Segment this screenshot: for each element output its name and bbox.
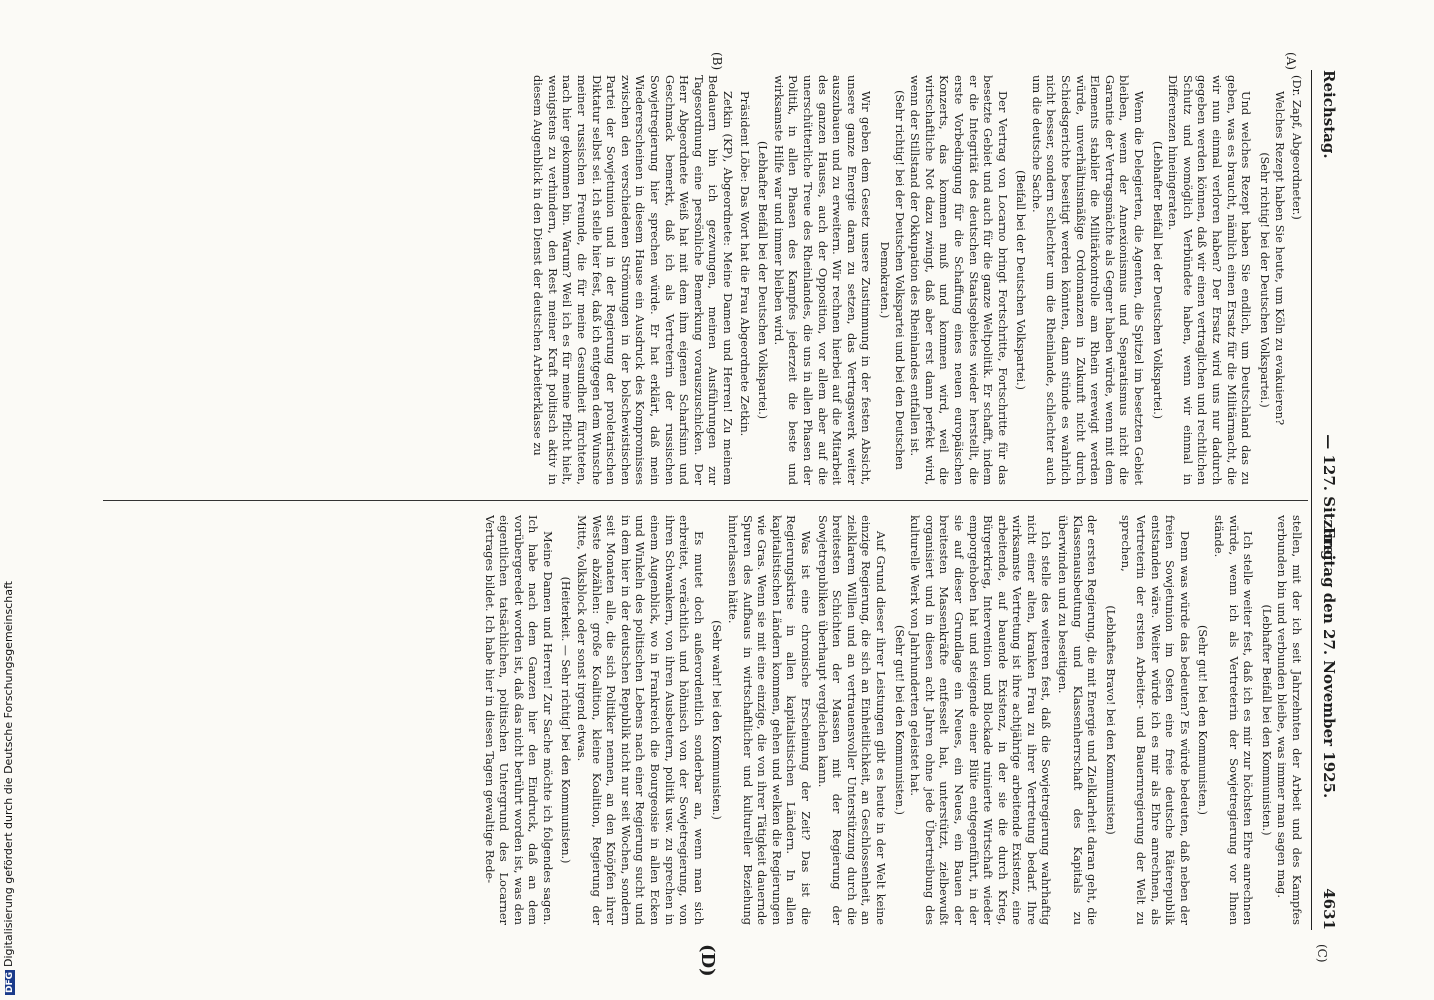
paragraph: Ich stelle des weiteren fest, daß die Sowjetregierung wahrhaftig nicht einer alten, kranken Frau zu ihrer Vertretung bedarf. Ihre wirksamste Vertretung ist ihre achtjährige arbeitende Existenz, eine arbeitende, auf bauende Existenz, in der sie die durch Krieg, Bürgerkrieg, Intervention und Blockade ruinierte Wirtschaft wieder emporgehoben hat und steigende einer Blüte entgegenführt, in der sie auf dieser Grundlage ein Neues, ein Neues, ein Bauen der breitesten Massenkräfte entfesselt hat, unterstützt, zielbewußt organisiert und in diesen acht Jahren ohne jede Übertreibung des kulturelle Werk von Jahrhunderten geleistet hat. bbox=[908, 515, 1054, 925]
digitization-credit-text: Digitalisierung gefördert durch die Deutsche Forschungsgemeinschaft bbox=[2, 581, 15, 967]
interjection: (Lebhaftes Bravo! bei den Kommunisten) bbox=[1103, 605, 1117, 835]
interjection: (Lebhafter Beifall bei der Deutschen Volkspartei.) bbox=[756, 141, 770, 419]
header-date: Freitag den 27. November 1925. bbox=[1320, 526, 1338, 799]
paragraph: Meine Damen und Herren! Zur Sache möchte ich folgendes sagen. Ich habe nach dem Ganzen hier den Eindruck, daß an dem vorübergeredet worden ist, daß das nicht berührt worden ist, was den eigentlichen tatsächlichen, politischen Untergrund des Locarner Vertrages bildet. Ich habe hier in diesen Tagen gewaltige Rede- bbox=[482, 515, 555, 925]
interjection: (Sehr wahr! bei den Kommunisten.) bbox=[710, 620, 724, 820]
digitization-credit bbox=[2, 0, 18, 995]
paragraph: Welches Rezept haben Sie heute, um Köln zu evakuieren? bbox=[1273, 91, 1288, 426]
margin-letter-d: (D) bbox=[697, 944, 718, 977]
paragraph: Denn was würde das bedeuten? Es würde bedeuten, daß neben der freien Sowjetunion im Osten eine freie deutsche Räterepublik entstanden wäre. Weiter würde ich es mir als Ehre anrechnen, als Vertreterin der ersten Arbeiter- und Bauernregierung der Welt zu sprechen, bbox=[1119, 515, 1192, 925]
speaker-line: (Dr. Zapf, Abgeordneter.) bbox=[1290, 75, 1304, 220]
page-header bbox=[1314, 70, 1338, 930]
paragraph: Es mutet doch außerordentlich sonderbar an, wenn man sich erbreitet, verächtlich und höhnisch von der Sowjetregierung, von ihren Schwankern, von ihren Ausbeutern, politik usw. zu sprechen in einem Augenblick, wo in Frankreich die Bourgeoisie in allen Ecken und Winkeln des politischen Lebens nach einer Regierung sucht und in dem hier in der deutschen Republik nicht nur seit Wochen, sondern seit Monaten alle, die sich Politiker nennen, an den Knöpfen ihrer Weste abzählen: große Koalition, kleine Koalition, Regierung der Mitte, Volksblock oder sonst irgend etwas. bbox=[575, 515, 706, 925]
header-center: — 127. Sitzung. bbox=[1320, 434, 1338, 566]
column-divider bbox=[103, 500, 1308, 501]
paragraph: Wir geben dem Gesetz unsere Zustimmung in der festen Absicht, unsere ganze Energie daran zu setzen, das Vertragswerk weiter auszubauen und zu erweitern. Wir rechnen hierbei auf die Mitarbeit des ganzen Hauses, auch der Opposition, vor allem aber auf die unerschütterliche Treue des Rheinlandes, die uns in allen Phasen der Politik, in allen Phasen des Kampfes jederzeit die beste und wirksamste Hilfe war und immer bleiben wird. bbox=[771, 75, 874, 485]
page-number: 4631 bbox=[1320, 888, 1338, 930]
interjection: (Sehr richtig! bei der Deutschen Volkspartei und bei den Deutschen Demokraten.) bbox=[877, 90, 906, 470]
paragraph: stellen, mit der ich seit Jahrzehnten der Arbeit und des Kampfes verbunden bin und verbunden bleibe, was immer man sagen mag. bbox=[1275, 515, 1304, 925]
left-column bbox=[104, 75, 1304, 485]
header-left: Reichstag. bbox=[1320, 70, 1338, 159]
margin-letter-b: (B) bbox=[710, 52, 724, 71]
header-rule bbox=[1311, 70, 1312, 930]
paragraph: der ersten Regierung, die mit Energie und Zielklarheit daran geht, die Klassenausbeutung und Klassenherrschaft des Kapitals zu überwinden und zu beseitigen. bbox=[1056, 515, 1100, 925]
interjection: (Heiterkeit. — Sehr richtig! bei den Kommunisten.) bbox=[559, 576, 573, 864]
interjection: (Lebhafter Beifall bei der Deutschen Volkspartei.) bbox=[1150, 141, 1164, 419]
interjection: (Beifall bei der Deutschen Volkspartei.) bbox=[1014, 170, 1028, 390]
interjection: (Sehr gut! bei den Kommunisten.) bbox=[892, 625, 906, 815]
paragraph: Auf Grund dieser ihrer Leistungen gibt es heute in der Welt keine einzige Regierung, die sich an Einheitlichkeit, an Geschlossenheit, an zielklarem Willen und an vertrauensvoller Unterstützung durch die breitesten Schichten der Massen mit der Regierung der Sowjetrepubliken überhaupt vergleichen kann. bbox=[815, 515, 888, 925]
header-right bbox=[1320, 527, 1338, 930]
interjection: (Sehr gut! bei den Kommunisten.) bbox=[1196, 625, 1210, 815]
president-line: Präsident Löbe: Das Wort hat die Frau Abgeordnete Zetkin. bbox=[737, 91, 752, 437]
paragraph: Der Vertrag von Locarno bringt Fortschritte, Fortschritte für das besetzte Gebiet und auch für die ganze Weltpolitik. Er schafft, indem er die Integrität des deutschen Staatsgebietes wieder herstellt, die erste Vorbedingung für die Schaffung eines neuen europäischen Konzerts, das kommen muß und kommen wird, weil die wirtschaftliche Not dazu zwingt, daß aber erst dann perfekt wird, wenn der Stillstand der Okkupation des Rheinlandes entfallen ist. bbox=[908, 75, 1010, 485]
paragraph: Und welches Rezept haben Sie endlich, um Deutschland das zu geben, was es braucht, nämlich einen Ersatz für die Militärmacht, die wir nun einmal verloren haben? Der Ersatz wird uns nur dadurch gegeben werden können, daß wir einen vertraglichen und rechtlichen Schutz und womöglich Verbündete haben, wenn wir einmal in Differenzen hineingeraten. bbox=[1166, 75, 1254, 485]
paragraph: Ich stelle weiter fest, daß ich es mir zur höchsten Ehre anrechnen würde, wenn ich als Vertreterin der Sowjetregierung vor Ihnen stände. bbox=[1212, 515, 1256, 925]
paragraph: Wenn die Delegierten, die Agenten, die Spitzel im besetzten Gebiet bleiben, wenn der Annexionismus und Separatismus nicht die Garantie der Vertragsmächte als Gegner haben würde, wenn mit dem Elements stabiler die Militärkontrolle am Rhein verewigt werden würde, unverhältnismäßige Ordonnanzen in Zukunft nicht durch Schiedsgerichte beseitigt werden könnten, dann stünde es wahrlich nicht besser, sondern schlechter um die Rheinlande, schlechter auch um die deutsche Sache. bbox=[1029, 75, 1147, 485]
dfg-logo: DFG bbox=[5, 971, 15, 993]
right-column bbox=[104, 515, 1304, 925]
paragraph: Was ist eine chronische Erscheinung der Zeit? Das ist die Regierungskrise in allen kapitalistischen Ländern. In allen kapitalistischen Ländern kommen, gehen und welken die Regierungen wie Gras. Wenn sie mit eine einzige, die von ihrer Tätigkeit dauernde Spuren des Aufbaus in wirtschaftlicher und kultureller Beziehung hinterlassen hätte. bbox=[726, 515, 813, 925]
paragraph: Zetkin (KP), Abgeordnete: Meine Damen und Herren! Zu meinem Bedauern bin ich gezwungen, meinen Ausführungen zur Tagesordnung eine persönliche Bemerkung vorauszuschicken. Der Herr Abgeordnete Weiß hat mit dem ihm eigenen Scharfsinn und Geschmack bemerkt, daß ich als Vertreterin der russischen Sowjetregierung hier sprechen würde. Er hat erklärt, daß mein Wiedererscheinen in diesem Hause ein Ausdruck des Kompromisses zwischen den verschiedenen Strömungen in der bolschewistischen Partei der Sowjetunion und in der Regierung der proletarischen Diktatur selbst sei. Ich stelle hier fest, daß ich entgegen dem Wunsche meiner russischen Freunde, die für meine Gesundheit fürchteten, nach hier gekommen bin. Warum? Weil ich es für meine Pflicht hielt, wenigstens zu verhindern, den Rest meiner Kraft politisch aktiv in diesem Augenblick in den Dienst der deutschen Arbeiterklasse zu bbox=[531, 75, 736, 485]
margin-letter-a: (A) bbox=[1284, 52, 1298, 71]
interjection: (Sehr richtig! bei der Deutschen Volkspartei.) bbox=[1257, 152, 1271, 408]
interjection: (Lebhafter Beifall bei den Kommunisten.) bbox=[1259, 604, 1273, 836]
margin-letter-c: (C) bbox=[1315, 944, 1329, 963]
